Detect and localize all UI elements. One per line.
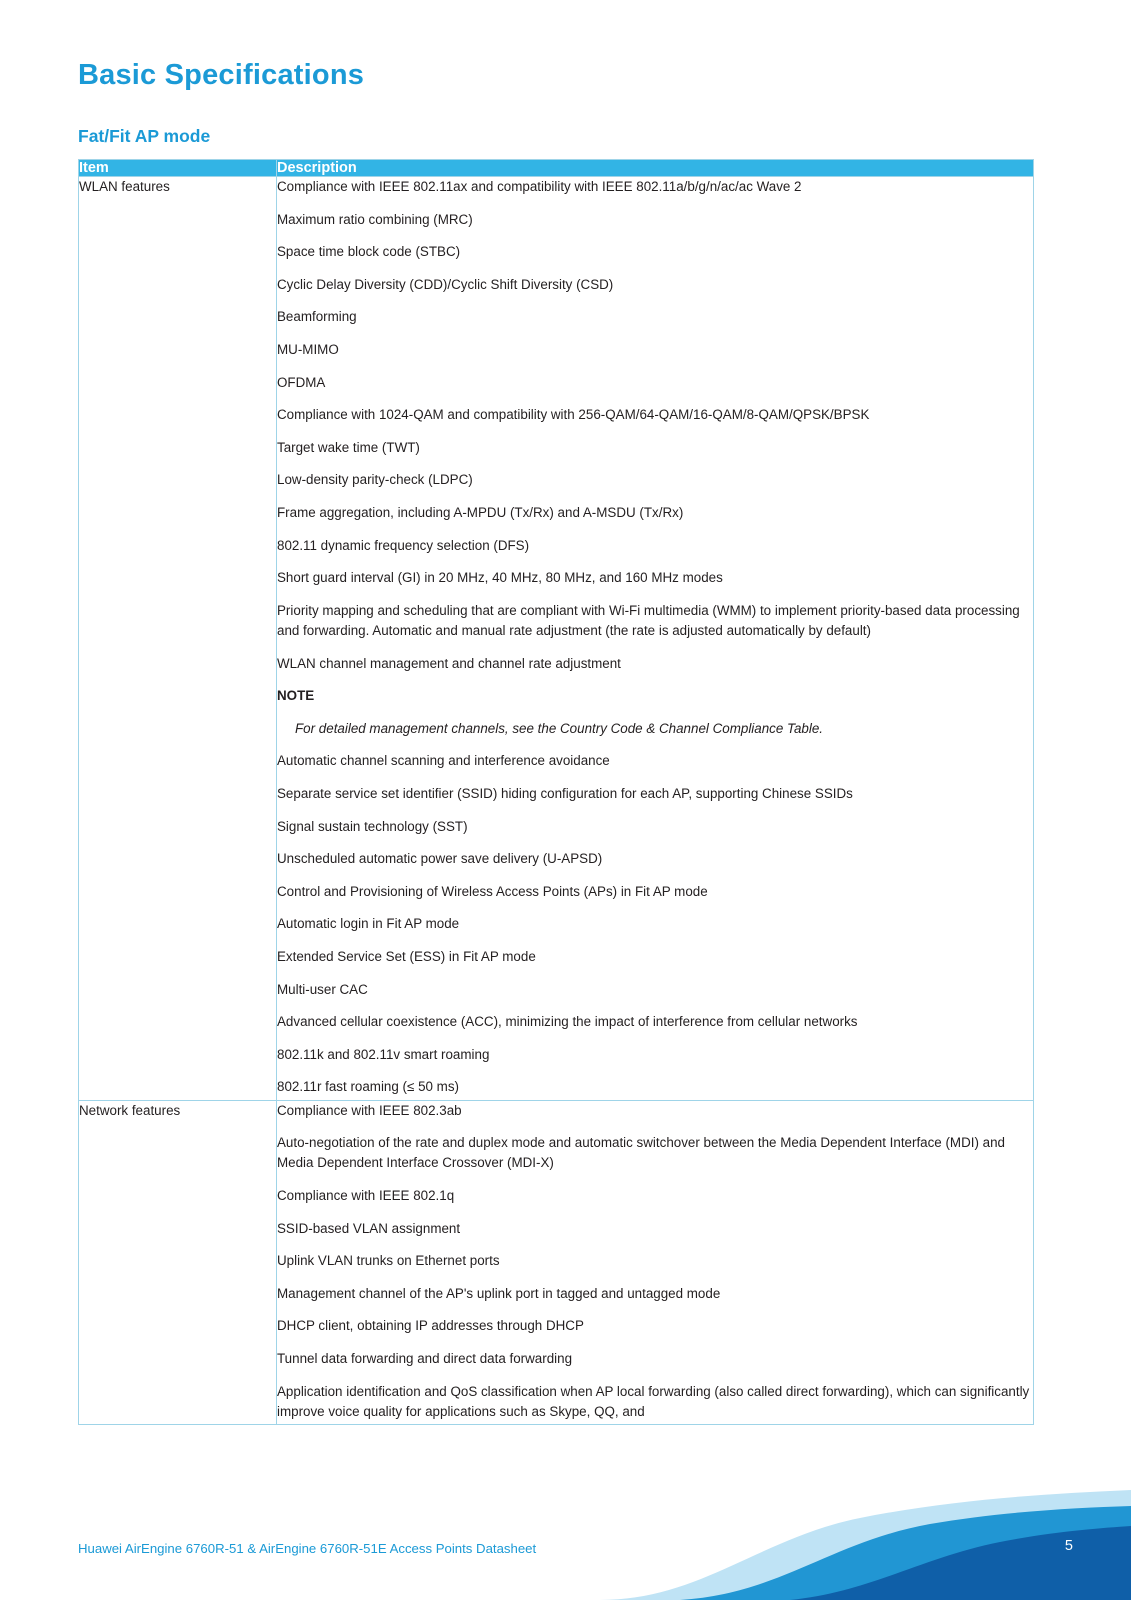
- list-item: Space time block code (STBC): [277, 244, 461, 260]
- list-item: Cyclic Delay Diversity (CDD)/Cyclic Shift Diversity (CSD): [277, 276, 614, 292]
- specifications-table: [78, 159, 1034, 1425]
- list-item: Beamforming: [277, 309, 357, 325]
- column-header-description: Description: [277, 159, 1034, 176]
- table-header-row: [79, 159, 1034, 176]
- list-item: Frame aggregation, including A-MPDU (Tx/Rx) and A-MSDU (Tx/Rx): [277, 504, 684, 520]
- list-item: WLAN channel management and channel rate adjustment: [277, 655, 621, 671]
- list-item: Uplink VLAN trunks on Ethernet ports: [277, 1253, 500, 1269]
- list-item: Auto-negotiation of the rate and duplex mode and automatic switchover between the Media Dependent Interface (MDI) and Media Dependent Interface Crossover (MDI-X): [277, 1135, 1005, 1171]
- list-item: Unscheduled automatic power save delivery (U-APSD): [277, 851, 603, 867]
- page-title: Basic Specifications: [78, 59, 365, 91]
- column-header-item: Item: [79, 159, 277, 176]
- page-content: [78, 60, 1033, 1425]
- list-item: Control and Provisioning of Wireless Access Points (APs) in Fit AP mode: [277, 883, 708, 899]
- list-item: Automatic channel scanning and interference avoidance: [277, 753, 610, 769]
- table-body: [79, 176, 1034, 1424]
- footer-document-name: Huawei AirEngine 6760R-51 & AirEngine 6760R-51E Access Points Datasheet: [78, 1540, 537, 1556]
- list-item: Target wake time (TWT): [277, 439, 420, 455]
- list-item: Management channel of the AP's uplink port in tagged and untagged mode: [277, 1285, 721, 1301]
- note-text: For detailed management channels, see the Country Code & Channel Compliance Table.: [295, 720, 824, 736]
- list-item: OFDMA: [277, 374, 326, 390]
- list-item: SSID-based VLAN assignment: [277, 1220, 461, 1236]
- list-item: Multi-user CAC: [277, 981, 368, 997]
- list-item: Compliance with 1024-QAM and compatibility with 256-QAM/64-QAM/16-QAM/8-QAM/QPSK/BPSK: [277, 407, 870, 423]
- list-item: Tunnel data forwarding and direct data forwarding: [277, 1350, 573, 1366]
- list-item: 802.11k and 802.11v smart roaming: [277, 1046, 490, 1062]
- list-item: 802.11r fast roaming (≤ 50 ms): [277, 1079, 459, 1095]
- list-item: Automatic login in Fit AP mode: [277, 916, 460, 932]
- list-item: Signal sustain technology (SST): [277, 818, 468, 834]
- section-title: Fat/Fit AP mode: [78, 125, 211, 146]
- table-row: [79, 176, 1034, 1100]
- description-list-wlan: [277, 177, 1033, 1098]
- list-item: MU-MIMO: [277, 341, 339, 357]
- description-list-network: [277, 1101, 1033, 1422]
- page-footer: [0, 1472, 1131, 1600]
- list-item: Low-density parity-check (LDPC): [277, 472, 473, 488]
- note-label: NOTE: [277, 688, 315, 704]
- list-item: 802.11 dynamic frequency selection (DFS): [277, 537, 530, 553]
- list-item: Separate service set identifier (SSID) hiding configuration for each AP, supporting Chinese SSIDs: [277, 785, 853, 801]
- list-item: Short guard interval (GI) in 20 MHz, 40 MHz, 80 MHz, and 160 MHz modes: [277, 570, 723, 586]
- page-number: 5: [1064, 1538, 1073, 1554]
- list-item: Extended Service Set (ESS) in Fit AP mode: [277, 949, 536, 965]
- list-item: Advanced cellular coexistence (ACC), minimizing the impact of interference from cellular networks: [277, 1014, 858, 1030]
- footer-wave-decoration: [0, 1472, 1131, 1600]
- list-item: DHCP client, obtaining IP addresses through DHCP: [277, 1318, 584, 1334]
- row-item-label: WLAN features: [79, 176, 277, 1100]
- list-item: Compliance with IEEE 802.3ab: [277, 1102, 462, 1118]
- list-item: Compliance with IEEE 802.11ax and compatibility with IEEE 802.11a/b/g/n/ac/ac Wave 2: [277, 178, 802, 194]
- list-item: Compliance with IEEE 802.1q: [277, 1187, 455, 1203]
- list-item: Maximum ratio combining (MRC): [277, 211, 473, 227]
- table-header: [79, 159, 1034, 176]
- row-description: [277, 176, 1034, 1100]
- list-item: Priority mapping and scheduling that are compliant with Wi-Fi multimedia (WMM) to implement priority-based data processing and forwarding. Automatic and manual rate adjustment (the rate is adjusted automatically by default): [277, 602, 1020, 638]
- table-row: [79, 1100, 1034, 1424]
- row-item-label: Network features: [79, 1100, 277, 1424]
- row-description: [277, 1100, 1034, 1424]
- list-item: Application identification and QoS classification when AP local forwarding (also called direct forwarding), which can significantly improve voice quality for applications such as Skype, QQ, and: [277, 1383, 1030, 1419]
